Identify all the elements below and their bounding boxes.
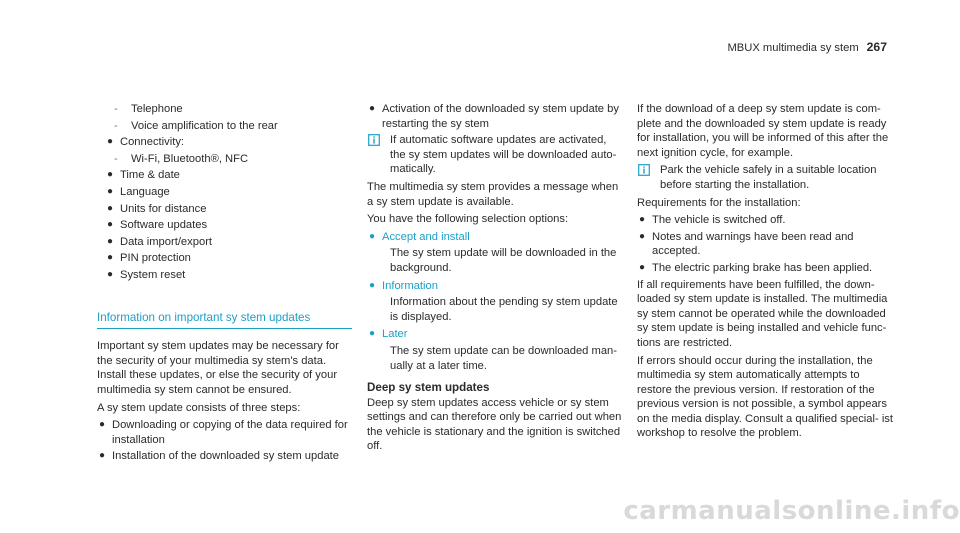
bullet-item: ● The vehicle is switched off. <box>639 214 786 227</box>
bullet-item: ● Data import/export <box>107 235 213 248</box>
bullet-icon: ● <box>369 230 376 242</box>
paragraph: You have the following selection options: <box>367 213 569 226</box>
paragraph: If the download of a deep sy stem update is com‐ plete and the downloaded sy stem update is ready for installation, you will be informed of this after the next ignition cycle, for example. <box>637 103 889 159</box>
bullet-item: ● Units for distance <box>107 202 207 215</box>
subheading: Deep sy stem updates <box>367 381 490 395</box>
option-item <box>367 279 622 294</box>
option-label: Accept and install <box>382 230 470 243</box>
dash-item: - Voice amplification to the rear <box>114 119 278 132</box>
bullet-item: ● Time & date <box>107 169 180 182</box>
bullet-icon: ● <box>639 261 646 273</box>
bullet-item: ● The electric parking brake has been applied. <box>639 261 873 274</box>
dash-marker: - <box>114 119 118 132</box>
option-description: The sy stem update will be downloaded in the background. <box>390 247 617 274</box>
bullet-icon: ● <box>369 103 376 114</box>
dash-marker: - <box>114 103 118 115</box>
bullet-icon: ● <box>639 214 646 226</box>
dash-marker: - <box>114 152 118 165</box>
paragraph: Important sy stem updates may be necessary for the security of your multimedia sy stem's data. Install these updates, or else the security of your multimedia sy stem cannot be ensured. <box>97 340 339 396</box>
column-2 <box>367 102 622 457</box>
option-description: The sy stem update can be downloaded man‐ ually at a later time. <box>390 344 617 372</box>
bullet-item: ● Notes and warnings have been read and accepted. <box>639 230 854 258</box>
paragraph: The multimedia sy stem provides a message when a sy stem update is available. <box>367 180 619 208</box>
bullet-icon: ● <box>107 235 114 247</box>
bullet-item: ● Installation of the downloaded sy stem update <box>99 450 340 463</box>
bullet-icon: ● <box>639 230 646 242</box>
bullet-icon: ● <box>107 252 114 264</box>
note: If automatic software updates are activated, the sy stem updates will be downloaded auto‐ matically. <box>367 133 622 177</box>
bullet-item: ● Language <box>107 185 170 198</box>
note: Park the vehicle safely in a suitable location before starting the installation. <box>637 163 897 192</box>
option-label: Later <box>382 328 408 341</box>
header-section-title: MBUX multimedia sy stem <box>727 42 859 54</box>
bullet-icon: ● <box>107 169 114 181</box>
page-header <box>727 40 887 56</box>
option-item <box>367 327 622 342</box>
column-1 <box>97 102 352 466</box>
bullet-item: ● Connectivity: <box>107 136 185 149</box>
option-description: Information about the pending sy stem update is displayed. <box>390 296 618 323</box>
column-3 <box>637 102 897 444</box>
bullet-icon: ● <box>107 219 114 231</box>
bullet-icon: ● <box>107 185 114 197</box>
paragraph: A sy stem update consists of three steps: <box>97 401 301 414</box>
option-label: Information <box>382 279 438 292</box>
dash-item: - Telephone <box>114 103 183 115</box>
watermark-logo: carmanualsonline.info <box>623 496 960 527</box>
bullet-icon: ● <box>99 419 106 431</box>
bullet-icon: ● <box>369 279 376 291</box>
dash-item: - Wi-Fi, Bluetooth®, NFC <box>114 152 249 165</box>
bullet-icon: ● <box>99 450 106 462</box>
bullet-item: ● System reset <box>107 268 186 281</box>
bullet-icon: ● <box>107 136 114 148</box>
bullet-item: ● Downloading or copying of the data required for installation <box>99 419 348 446</box>
info-note-icon <box>637 163 650 176</box>
paragraph: If errors should occur during the installation, the multimedia sy stem automatically attempts to restore the previous version. If restoration of the previous version is not possible, a symbol appears on the media display. Consult a qualified special‐ ist workshop to resolve the problem. <box>637 354 894 440</box>
paragraph: Deep sy stem updates access vehicle or sy stem settings and can therefore only be carried out when the vehicle is stationary and the ignition is switched off. <box>367 396 622 453</box>
bullet-icon: ● <box>107 268 114 280</box>
bullet-item: ● Software updates <box>107 219 208 232</box>
bullet-item: ● Activation of the downloaded sy stem update by restarting the sy stem <box>369 103 619 130</box>
paragraph: If all requirements have been fulfilled, the down‐ loaded sy stem update is installed. The multimedia sy stem cannot be operated while the downloaded sy stem update is being installed and vehicle func‐ tions are restricted. <box>637 278 888 349</box>
paragraph: Requirements for the installation: <box>637 196 801 209</box>
info-note-icon <box>367 133 380 146</box>
bullet-item: ● PIN protection <box>107 252 191 265</box>
section-title: Information on important sy stem updates <box>97 311 352 330</box>
page-number: 267 <box>866 40 887 54</box>
option-item <box>367 230 622 245</box>
bullet-icon: ● <box>107 202 114 214</box>
bullet-icon: ● <box>369 328 376 340</box>
